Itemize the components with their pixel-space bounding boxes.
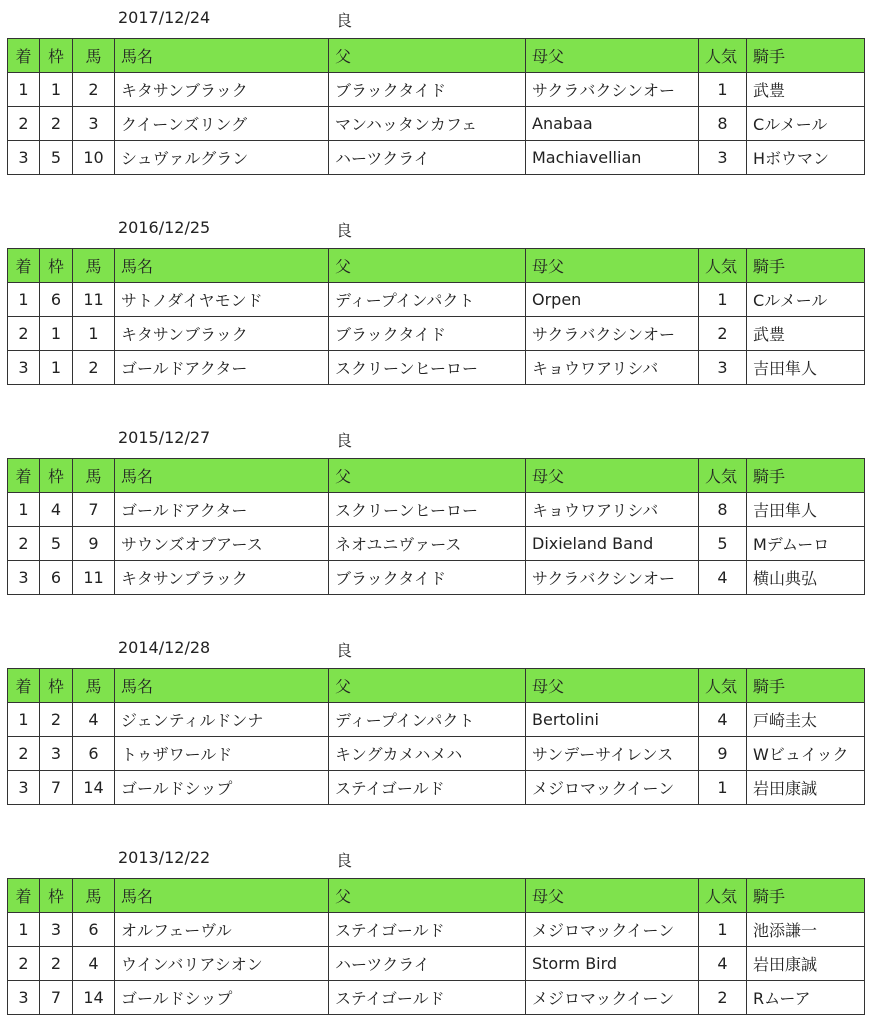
sire-header: 父 xyxy=(329,669,526,703)
damsire-cell: Anabaa xyxy=(526,107,699,141)
popularity-cell: 5 xyxy=(699,527,747,561)
damsire-cell: Dixieland Band xyxy=(526,527,699,561)
jockey-header: 騎手 xyxy=(747,879,865,913)
damsire-cell: サクラバクシンオー xyxy=(526,561,699,595)
frame-header: 枠 xyxy=(40,39,73,73)
damsire-cell: サクラバクシンオー xyxy=(526,73,699,107)
table-row xyxy=(8,351,865,385)
popularity-cell: 1 xyxy=(699,73,747,107)
popularity-header: 人気 xyxy=(699,669,747,703)
number-cell: 6 xyxy=(73,737,115,771)
frame-cell: 2 xyxy=(40,947,73,981)
damsire-header: 母父 xyxy=(526,669,699,703)
results-table xyxy=(7,38,865,175)
finish-cell: 2 xyxy=(8,527,40,561)
table-row xyxy=(8,527,865,561)
table-row xyxy=(8,703,865,737)
finish-cell: 1 xyxy=(8,913,40,947)
number-header: 馬 xyxy=(73,459,115,493)
track-condition: 良 xyxy=(336,221,353,240)
popularity-cell: 1 xyxy=(699,913,747,947)
popularity-cell: 3 xyxy=(699,351,747,385)
popularity-cell: 4 xyxy=(699,561,747,595)
race-meta xyxy=(0,420,873,458)
frame-cell: 1 xyxy=(40,73,73,107)
frame-header: 枠 xyxy=(40,459,73,493)
sire-cell: ディープインパクト xyxy=(329,703,526,737)
finish-cell: 3 xyxy=(8,771,40,805)
horse-name-cell: オルフェーヴル xyxy=(115,913,329,947)
number-cell: 11 xyxy=(73,283,115,317)
jockey-cell: Mデムーロ xyxy=(747,527,865,561)
number-cell: 6 xyxy=(73,913,115,947)
jockey-cell: 池添謙一 xyxy=(747,913,865,947)
popularity-header: 人気 xyxy=(699,249,747,283)
popularity-cell: 4 xyxy=(699,947,747,981)
sire-cell: スクリーンヒーロー xyxy=(329,351,526,385)
table-header-row xyxy=(8,669,865,703)
number-cell: 1 xyxy=(73,317,115,351)
popularity-cell: 8 xyxy=(699,107,747,141)
sire-cell: ディープインパクト xyxy=(329,283,526,317)
table-row xyxy=(8,561,865,595)
race-date: 2016/12/25 xyxy=(118,218,211,237)
race-block xyxy=(0,210,873,378)
popularity-cell: 8 xyxy=(699,493,747,527)
horse-name-header: 馬名 xyxy=(115,459,329,493)
popularity-cell: 4 xyxy=(699,703,747,737)
finish-header: 着 xyxy=(8,669,40,703)
table-row xyxy=(8,981,865,1015)
finish-header: 着 xyxy=(8,39,40,73)
number-cell: 9 xyxy=(73,527,115,561)
sire-cell: ブラックタイド xyxy=(329,561,526,595)
table-header-row xyxy=(8,879,865,913)
horse-name-cell: クイーンズリング xyxy=(115,107,329,141)
jockey-cell: Cルメール xyxy=(747,283,865,317)
horse-name-cell: ゴールドアクター xyxy=(115,493,329,527)
damsire-cell: Machiavellian xyxy=(526,141,699,175)
race-meta xyxy=(0,840,873,878)
damsire-cell: サンデーサイレンス xyxy=(526,737,699,771)
track-condition: 良 xyxy=(336,11,353,30)
jockey-cell: 岩田康誠 xyxy=(747,771,865,805)
results-table xyxy=(7,668,865,805)
frame-header: 枠 xyxy=(40,249,73,283)
horse-name-cell: キタサンブラック xyxy=(115,561,329,595)
track-condition: 良 xyxy=(336,431,353,450)
finish-cell: 3 xyxy=(8,981,40,1015)
sire-cell: ステイゴールド xyxy=(329,981,526,1015)
sire-cell: マンハッタンカフェ xyxy=(329,107,526,141)
horse-name-cell: キタサンブラック xyxy=(115,73,329,107)
damsire-cell: Bertolini xyxy=(526,703,699,737)
jockey-cell: 武豊 xyxy=(747,317,865,351)
sire-cell: スクリーンヒーロー xyxy=(329,493,526,527)
jockey-header: 騎手 xyxy=(747,249,865,283)
frame-cell: 4 xyxy=(40,493,73,527)
frame-cell: 1 xyxy=(40,351,73,385)
finish-cell: 1 xyxy=(8,283,40,317)
frame-cell: 3 xyxy=(40,737,73,771)
frame-header: 枠 xyxy=(40,879,73,913)
popularity-cell: 2 xyxy=(699,317,747,351)
horse-name-cell: サウンズオブアース xyxy=(115,527,329,561)
results-table xyxy=(7,248,865,385)
results-table xyxy=(7,878,865,1015)
track-condition: 良 xyxy=(336,641,353,660)
frame-cell: 7 xyxy=(40,771,73,805)
sire-cell: ステイゴールド xyxy=(329,913,526,947)
race-meta xyxy=(0,0,873,38)
number-cell: 3 xyxy=(73,107,115,141)
table-row xyxy=(8,737,865,771)
sire-header: 父 xyxy=(329,459,526,493)
frame-cell: 5 xyxy=(40,141,73,175)
track-condition: 良 xyxy=(336,851,353,870)
horse-name-cell: シュヴァルグラン xyxy=(115,141,329,175)
number-header: 馬 xyxy=(73,669,115,703)
number-header: 馬 xyxy=(73,879,115,913)
table-row xyxy=(8,283,865,317)
number-cell: 7 xyxy=(73,493,115,527)
damsire-header: 母父 xyxy=(526,39,699,73)
results-table xyxy=(7,458,865,595)
horse-name-cell: ジェンティルドンナ xyxy=(115,703,329,737)
sire-cell: ブラックタイド xyxy=(329,317,526,351)
race-date: 2014/12/28 xyxy=(118,638,211,657)
horse-name-cell: ゴールドアクター xyxy=(115,351,329,385)
horse-name-cell: ゴールドシップ xyxy=(115,981,329,1015)
number-cell: 14 xyxy=(73,771,115,805)
finish-header: 着 xyxy=(8,459,40,493)
finish-cell: 2 xyxy=(8,947,40,981)
finish-cell: 3 xyxy=(8,561,40,595)
jockey-cell: Hボウマン xyxy=(747,141,865,175)
frame-cell: 6 xyxy=(40,283,73,317)
damsire-cell: メジロマックイーン xyxy=(526,913,699,947)
sire-cell: ネオユニヴァース xyxy=(329,527,526,561)
sire-cell: ハーツクライ xyxy=(329,947,526,981)
damsire-cell: メジロマックイーン xyxy=(526,981,699,1015)
number-cell: 2 xyxy=(73,73,115,107)
popularity-cell: 2 xyxy=(699,981,747,1015)
sire-header: 父 xyxy=(329,879,526,913)
damsire-header: 母父 xyxy=(526,879,699,913)
finish-header: 着 xyxy=(8,249,40,283)
damsire-header: 母父 xyxy=(526,249,699,283)
table-header-row xyxy=(8,459,865,493)
finish-header: 着 xyxy=(8,879,40,913)
race-meta xyxy=(0,210,873,248)
jockey-cell: Wビュイック xyxy=(747,737,865,771)
race-block xyxy=(0,0,873,168)
damsire-header: 母父 xyxy=(526,459,699,493)
table-row xyxy=(8,141,865,175)
horse-name-header: 馬名 xyxy=(115,249,329,283)
jockey-cell: Cルメール xyxy=(747,107,865,141)
race-block xyxy=(0,630,873,798)
damsire-cell: メジロマックイーン xyxy=(526,771,699,805)
horse-name-cell: トゥザワールド xyxy=(115,737,329,771)
jockey-header: 騎手 xyxy=(747,459,865,493)
finish-cell: 1 xyxy=(8,493,40,527)
finish-cell: 2 xyxy=(8,107,40,141)
horse-name-header: 馬名 xyxy=(115,879,329,913)
frame-cell: 7 xyxy=(40,981,73,1015)
frame-cell: 2 xyxy=(40,107,73,141)
table-row xyxy=(8,317,865,351)
race-meta xyxy=(0,630,873,668)
horse-name-header: 馬名 xyxy=(115,669,329,703)
finish-cell: 2 xyxy=(8,737,40,771)
jockey-cell: Rムーア xyxy=(747,981,865,1015)
finish-cell: 1 xyxy=(8,73,40,107)
damsire-cell: サクラバクシンオー xyxy=(526,317,699,351)
jockey-cell: 戸崎圭太 xyxy=(747,703,865,737)
table-row xyxy=(8,947,865,981)
table-row xyxy=(8,107,865,141)
sire-header: 父 xyxy=(329,249,526,283)
popularity-cell: 1 xyxy=(699,771,747,805)
number-cell: 10 xyxy=(73,141,115,175)
popularity-cell: 3 xyxy=(699,141,747,175)
table-row xyxy=(8,493,865,527)
table-row xyxy=(8,771,865,805)
number-cell: 4 xyxy=(73,947,115,981)
sire-header: 父 xyxy=(329,39,526,73)
jockey-cell: 武豊 xyxy=(747,73,865,107)
race-block xyxy=(0,420,873,588)
sire-cell: ステイゴールド xyxy=(329,771,526,805)
popularity-header: 人気 xyxy=(699,459,747,493)
frame-cell: 6 xyxy=(40,561,73,595)
jockey-cell: 岩田康誠 xyxy=(747,947,865,981)
popularity-cell: 9 xyxy=(699,737,747,771)
table-row xyxy=(8,73,865,107)
finish-cell: 1 xyxy=(8,703,40,737)
frame-cell: 1 xyxy=(40,317,73,351)
sire-cell: キングカメハメハ xyxy=(329,737,526,771)
frame-cell: 2 xyxy=(40,703,73,737)
damsire-cell: Orpen xyxy=(526,283,699,317)
sire-cell: ブラックタイド xyxy=(329,73,526,107)
number-cell: 11 xyxy=(73,561,115,595)
damsire-cell: Storm Bird xyxy=(526,947,699,981)
table-header-row xyxy=(8,39,865,73)
jockey-cell: 吉田隼人 xyxy=(747,351,865,385)
damsire-cell: キョウワアリシバ xyxy=(526,351,699,385)
jockey-cell: 吉田隼人 xyxy=(747,493,865,527)
number-cell: 14 xyxy=(73,981,115,1015)
number-header: 馬 xyxy=(73,39,115,73)
number-cell: 2 xyxy=(73,351,115,385)
horse-name-header: 馬名 xyxy=(115,39,329,73)
sire-cell: ハーツクライ xyxy=(329,141,526,175)
frame-cell: 3 xyxy=(40,913,73,947)
race-date: 2015/12/27 xyxy=(118,428,211,447)
race-date: 2013/12/22 xyxy=(118,848,211,867)
horse-name-cell: ゴールドシップ xyxy=(115,771,329,805)
horse-name-cell: キタサンブラック xyxy=(115,317,329,351)
horse-name-cell: ウインバリアシオン xyxy=(115,947,329,981)
finish-cell: 3 xyxy=(8,351,40,385)
popularity-cell: 1 xyxy=(699,283,747,317)
frame-header: 枠 xyxy=(40,669,73,703)
race-date: 2017/12/24 xyxy=(118,8,211,27)
finish-cell: 2 xyxy=(8,317,40,351)
horse-name-cell: サトノダイヤモンド xyxy=(115,283,329,317)
frame-cell: 5 xyxy=(40,527,73,561)
number-cell: 4 xyxy=(73,703,115,737)
table-row xyxy=(8,913,865,947)
popularity-header: 人気 xyxy=(699,879,747,913)
race-block xyxy=(0,840,873,1008)
damsire-cell: キョウワアリシバ xyxy=(526,493,699,527)
number-header: 馬 xyxy=(73,249,115,283)
jockey-cell: 横山典弘 xyxy=(747,561,865,595)
jockey-header: 騎手 xyxy=(747,669,865,703)
popularity-header: 人気 xyxy=(699,39,747,73)
table-header-row xyxy=(8,249,865,283)
jockey-header: 騎手 xyxy=(747,39,865,73)
finish-cell: 3 xyxy=(8,141,40,175)
